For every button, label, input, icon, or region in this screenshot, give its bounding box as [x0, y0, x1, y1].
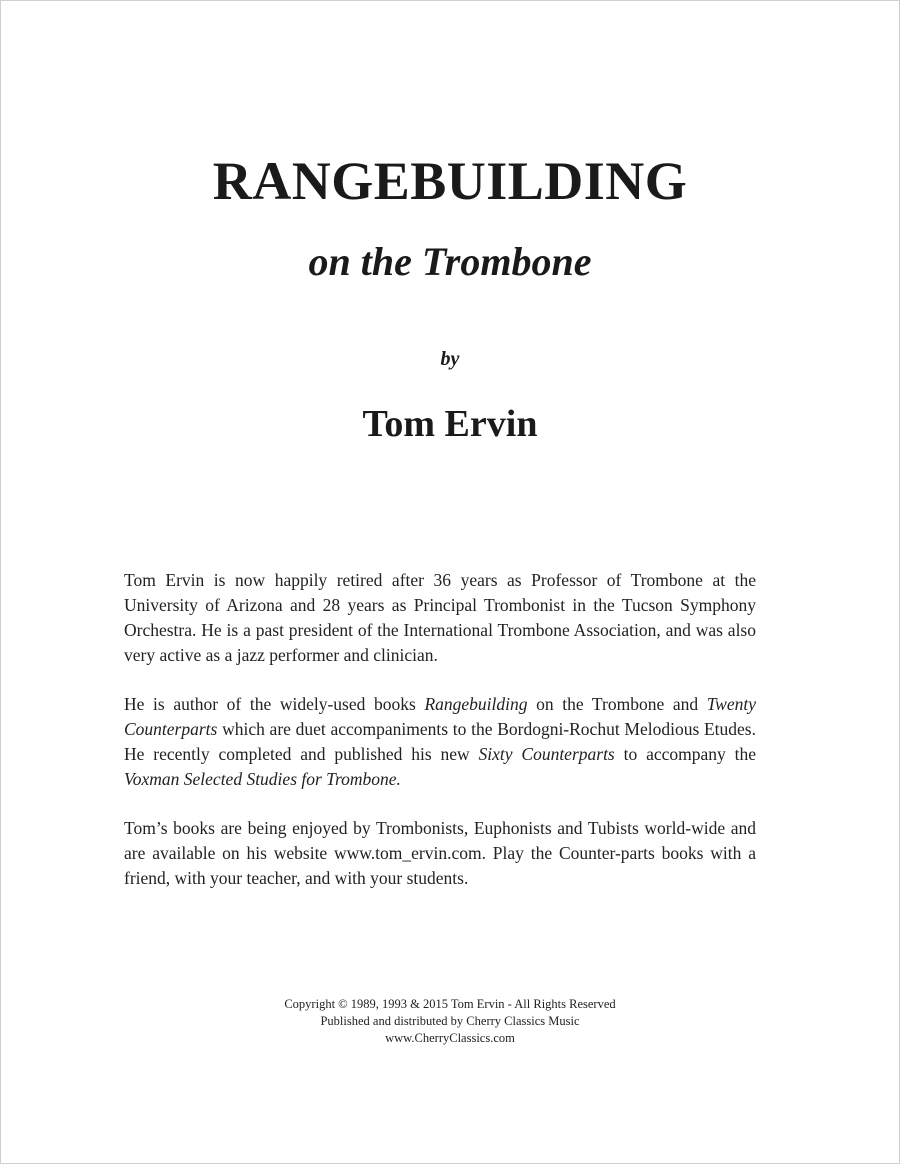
author-name: Tom Ervin — [362, 403, 538, 445]
book-title: RANGEBUILDING — [212, 151, 688, 211]
book-title-twenty-counterparts: Twenty Counterparts — [124, 694, 756, 739]
copyright-footer — [0, 996, 900, 1047]
bio-p2-text-4: to accompany the — [614, 744, 756, 764]
copyright-line: Copyright © 1989, 1993 & 2015 Tom Ervin - All Rights Reserved — [284, 997, 616, 1011]
book-title-sixty-counterparts: Sixty Counterparts — [478, 744, 615, 764]
bio-p2-text-1: He is author of the widely-used books — [124, 694, 425, 714]
publisher-line: Published and distributed by Cherry Classics Music — [320, 1014, 580, 1028]
website-line: www.CherryClassics.com — [385, 1031, 515, 1045]
byline: by — [440, 348, 460, 370]
bio-paragraph-3: Tom’s books are being enjoyed by Trombonists, Euphonists and Tubists world-wide and are available on his website www.tom_ervin.com. Play the Counter-parts books with a friend, with your teacher, and with your students. — [124, 818, 756, 888]
bio-paragraph-1: Tom Ervin is now happily retired after 36 years as Professor of Trombone at the University of Arizona and 28 years as Principal Trombonist in the Tucson Symphony Orchestra. He is a past president of the International Trombone Association, and was also very active as a jazz performer and clinician. — [124, 570, 756, 665]
book-title-voxman: Voxman Selected Studies for Trombone. — [124, 769, 401, 789]
book-title-rangebuilding: Rangebuilding — [424, 694, 528, 714]
bio-paragraph-2 — [124, 692, 756, 792]
bio-p2-text-2: on the Trombone and — [527, 694, 707, 714]
bio-p2-text-3: which are duet accompaniments to the Bordogni-Rochut Melodious Etudes. He recently completed and published his new — [124, 719, 756, 764]
author-bio — [124, 568, 756, 915]
book-subtitle: on the Trombone — [308, 239, 592, 284]
